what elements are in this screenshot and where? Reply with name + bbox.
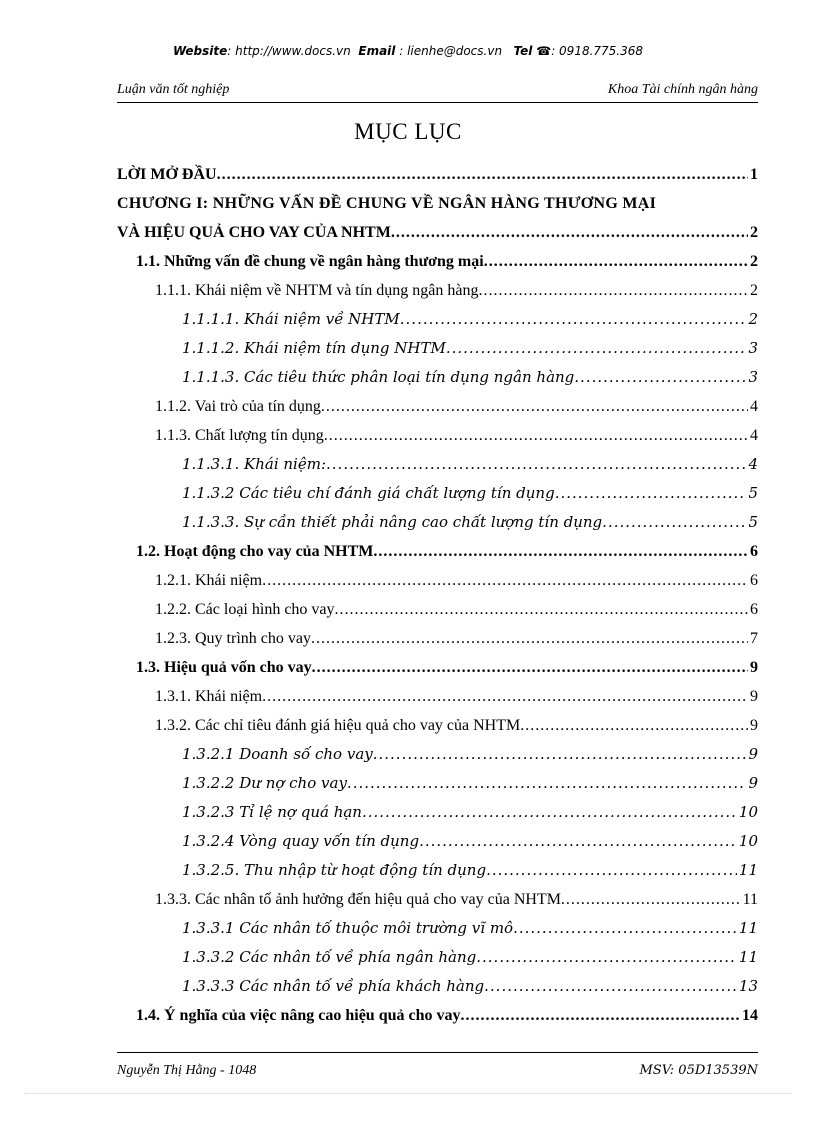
toc-leader-dots: [326, 450, 746, 479]
running-header-right: Khoa Tài chính ngân hàng: [607, 82, 758, 97]
toc-page-number: 11: [742, 891, 758, 908]
toc-page-number: 6: [750, 601, 758, 618]
toc-entry[interactable]: [117, 508, 758, 537]
tel-value: : 0918.775.368: [551, 44, 644, 58]
tel-label: Tel: [513, 44, 533, 58]
toc-leader-dots: [520, 711, 748, 740]
toc-entry-chapter-1-line-1[interactable]: [117, 189, 758, 218]
toc-leader-dots: [217, 160, 748, 189]
page-title: MỤC LỤC: [354, 119, 462, 144]
toc-entry[interactable]: [117, 798, 758, 827]
toc-entry-text: 1.3.3.3 Các nhân tố về phía khách hàng: [182, 977, 485, 995]
toc-page-number: 3: [748, 368, 758, 386]
toc-page-number: 14: [742, 1007, 758, 1024]
toc-entry[interactable]: [117, 305, 758, 334]
toc-entry[interactable]: [117, 769, 758, 798]
website-value[interactable]: : http://www.docs.vn: [227, 44, 351, 58]
toc-page-number: 10: [738, 803, 758, 821]
toc-entry[interactable]: [117, 276, 758, 305]
toc-page-number: 6: [750, 572, 758, 589]
toc-entry[interactable]: [117, 566, 758, 595]
toc-entry-text: VÀ HIỆU QUẢ CHO VAY CỦA NHTM: [117, 224, 391, 241]
toc-page-number: 9: [750, 659, 758, 676]
toc-entry-text: 1.3.2.2 Dư nợ cho vay: [182, 774, 347, 792]
toc-entry-text: 1.1.1.2. Khái niệm tín dụng NHTM: [182, 339, 446, 357]
toc-leader-dots: [484, 972, 737, 1001]
toc-page-number: 1: [750, 166, 758, 183]
toc-leader-dots: [555, 479, 747, 508]
toc-page-number: 4: [750, 427, 758, 444]
toc-page-number: 2: [750, 282, 758, 299]
toc-entry[interactable]: [117, 885, 758, 914]
toc-leader-dots: [262, 682, 748, 711]
toc-entry-text: 1.3.3.1 Các nhân tố thuộc môi trường vĩ mô: [182, 919, 514, 937]
toc-page-number: 4: [748, 455, 758, 473]
toc-entry-text: 1.2.3. Quy trình cho vay: [155, 630, 311, 647]
toc-entry-text: 1.3.2.3 Tỉ lệ nợ quá hạn: [182, 803, 362, 821]
toc-page-number: 7: [750, 630, 758, 647]
toc-entry[interactable]: [117, 682, 758, 711]
toc-leader-dots: [446, 334, 747, 363]
toc-entry[interactable]: [117, 595, 758, 624]
toc-page-number: 9: [748, 774, 758, 792]
toc-page-number: 4: [750, 398, 758, 415]
toc-leader-dots: [324, 421, 748, 450]
toc-entry-text: 1.3. Hiệu quả vốn cho vay: [136, 659, 312, 676]
toc-leader-dots: [561, 885, 741, 914]
toc-entry[interactable]: [117, 827, 758, 856]
toc-entry-text: 1.2.2. Các loại hình cho vay: [155, 601, 335, 618]
toc-page-number: 2: [748, 310, 758, 328]
toc-entry-text: 1.1.1. Khái niệm về NHTM và tín dụng ngân hàng: [155, 282, 479, 299]
toc-entry-text: 1.1.1.3. Các tiêu thức phân loại tín dụng ngân hàng: [182, 368, 575, 386]
toc-entry[interactable]: [117, 914, 758, 943]
email-label: Email: [358, 44, 396, 58]
toc-leader-dots: [262, 566, 748, 595]
toc-entry-text: 1.3.2.1 Doanh số cho vay: [182, 745, 373, 763]
toc-leader-dots: [373, 740, 747, 769]
toc-entry-text: 1.1. Những vấn đề chung về ngân hàng thương mại: [136, 253, 484, 270]
toc-entry-text: 1.1.3. Chất lượng tín dụng: [155, 427, 324, 444]
toc-entry[interactable]: [117, 624, 758, 653]
toc-entry[interactable]: [117, 392, 758, 421]
page-footer: [117, 1052, 758, 1078]
site-header: [0, 44, 816, 58]
toc-leader-dots: [574, 363, 746, 392]
toc-entry-text: 1.1.3.1. Khái niệm:: [182, 455, 327, 473]
toc-leader-dots: [362, 798, 737, 827]
toc-page-number: 13: [738, 977, 758, 995]
toc-page-number: 11: [738, 861, 758, 879]
toc-page-number: 11: [738, 919, 758, 937]
toc-page-number: 6: [750, 543, 758, 560]
toc-entry[interactable]: [117, 972, 758, 1001]
table-of-contents: [117, 160, 758, 1030]
toc-leader-dots: [460, 1001, 740, 1030]
toc-entry-text: 1.2. Hoạt động cho vay của NHTM: [136, 543, 374, 560]
footer-student-id: MSV: 05D13539N: [639, 1063, 758, 1078]
toc-leader-dots: [391, 218, 748, 247]
toc-leader-dots: [484, 247, 748, 276]
toc-entry-text: 1.4. Ý nghĩa của việc nâng cao hiệu quả cho vay: [136, 1007, 461, 1024]
toc-leader-dots: [479, 276, 749, 305]
toc-page-number: 5: [748, 484, 758, 502]
toc-entry[interactable]: [117, 450, 758, 479]
toc-leader-dots: [373, 537, 748, 566]
toc-entry-text: 1.3.2.4 Vòng quay vốn tín dụng: [182, 832, 420, 850]
toc-entry[interactable]: [117, 160, 758, 189]
toc-entry[interactable]: [117, 334, 758, 363]
toc-entry[interactable]: [117, 247, 758, 276]
email-value[interactable]: : lienhe@docs.vn: [395, 44, 503, 58]
toc-leader-dots: [602, 508, 746, 537]
toc-leader-dots: [335, 595, 748, 624]
toc-entry-text: 1.3.3.2 Các nhân tố về phía ngân hàng: [182, 948, 477, 966]
toc-page-number: 9: [750, 688, 758, 705]
toc-leader-dots: [311, 624, 748, 653]
toc-entry-text: 1.1.3.2 Các tiêu chí đánh giá chất lượng tín dụng: [182, 484, 555, 502]
toc-entry-text: 1.1.2. Vai trò của tín dụng: [155, 398, 321, 415]
running-header-left: Luận văn tốt nghiệp: [117, 82, 230, 97]
toc-page-number: 11: [738, 948, 758, 966]
toc-entry-text: CHƯƠNG I: NHỮNG VẤN ĐỀ CHUNG VỀ NGÂN HÀNG THƯƠNG MẠI: [117, 195, 657, 212]
toc-entry[interactable]: [117, 740, 758, 769]
website-label: Website: [172, 44, 228, 58]
running-header: [117, 80, 758, 103]
toc-leader-dots: [486, 856, 737, 885]
toc-entry-text: 1.1.1.1. Khái niệm về NHTM: [182, 310, 400, 328]
toc-entry[interactable]: [117, 653, 758, 682]
toc-entry-text: 1.2.1. Khái niệm: [155, 572, 263, 589]
toc-entry[interactable]: [117, 856, 758, 885]
toc-entry-text: LỜI MỞ ĐẦU: [117, 166, 217, 183]
toc-leader-dots: [513, 914, 737, 943]
toc-leader-dots: [321, 392, 748, 421]
toc-entry[interactable]: [117, 1001, 758, 1030]
toc-entry[interactable]: [117, 943, 758, 972]
page-bottom-divider: [25, 1093, 791, 1094]
toc-leader-dots: [476, 943, 737, 972]
toc-page-number: 5: [748, 513, 758, 531]
toc-entry-text: 1.1.3.3. Sự cần thiết phải nâng cao chất lượng tín dụng: [182, 513, 603, 531]
toc-entry-text: 1.3.2. Các chỉ tiêu đánh giá hiệu quả cho vay của NHTM: [155, 717, 521, 734]
toc-leader-dots: [400, 305, 747, 334]
toc-entry[interactable]: [117, 711, 758, 740]
phone-icon: ☎: [536, 44, 552, 58]
toc-entry-chapter-1-line-2[interactable]: [117, 218, 758, 247]
toc-entry[interactable]: [117, 479, 758, 508]
toc-entry[interactable]: [117, 537, 758, 566]
toc-leader-dots: [419, 827, 737, 856]
toc-leader-dots: [312, 653, 748, 682]
toc-leader-dots: [347, 769, 747, 798]
toc-page-number: 9: [750, 717, 758, 734]
toc-page-number: 10: [738, 832, 758, 850]
toc-entry[interactable]: [117, 363, 758, 392]
toc-page-number: 9: [748, 745, 758, 763]
toc-entry[interactable]: [117, 421, 758, 450]
footer-author: Nguyễn Thị Hằng - 1048: [117, 1063, 257, 1078]
toc-entry-text: 1.3.1. Khái niệm: [155, 688, 263, 705]
toc-page-number: 2: [750, 224, 758, 241]
toc-entry-text: 1.3.3. Các nhân tố ảnh hưởng đến hiệu quả cho vay của NHTM: [155, 891, 561, 908]
toc-entry-text: 1.3.2.5. Thu nhập từ hoạt động tín dụng: [182, 861, 487, 879]
toc-page-number: 2: [750, 253, 758, 270]
toc-page-number: 3: [748, 339, 758, 357]
